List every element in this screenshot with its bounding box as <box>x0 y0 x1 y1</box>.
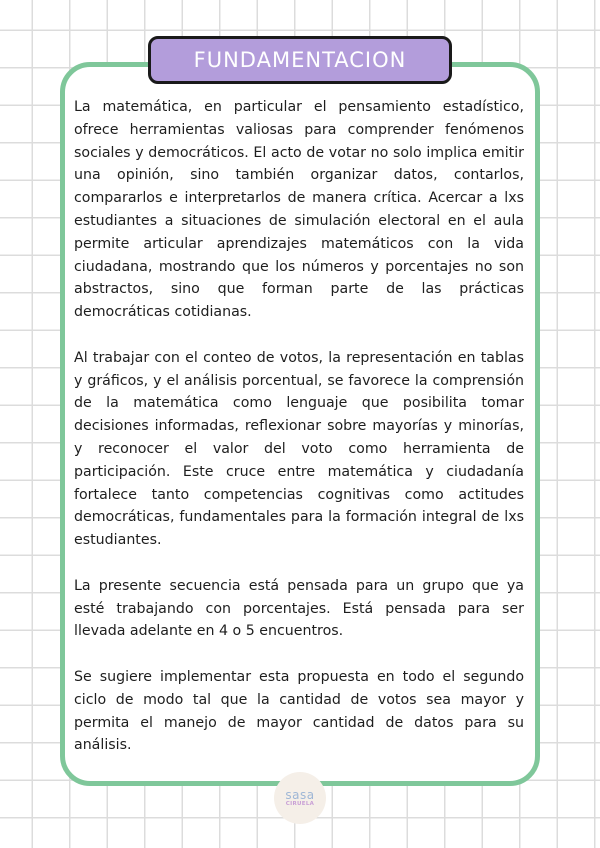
logo-text-top: sasa <box>285 787 315 802</box>
brand-logo <box>274 772 326 824</box>
document-body <box>74 96 524 780</box>
paragraph-3: La presente secuencia está pensada para un grupo que ya esté trabajando con porcentajes. Está pensada para ser llevada adelante en 4 o 5 encuentros. <box>74 577 524 640</box>
page-title: FUNDAMENTACION <box>193 48 407 72</box>
paragraph-1: La matemática, en particular el pensamiento estadístico, ofrece herramientas valiosas para comprender fenómenos sociales y democráticos. El acto de votar no solo implica emitir una opinión, sino también organizar datos, contarlos, compararlos e interpretarlos de manera crítica. Acercar a lxs estudiantes a situaciones de simulación electoral en el aula permite articular aprendizajes matemáticos con la vida ciudadana, mostrando que los números y porcentajes no son abstractos, sino que forman parte de las prácticas democráticas cotidianas. <box>74 99 524 321</box>
logo-text-bottom: CIRUELA <box>285 800 315 807</box>
paragraph-4: Se sugiere implementar esta propuesta en todo el segundo ciclo de modo tal que la cantidad de votos sea mayor y permita el manejo de mayor cantidad de datos para su análisis. <box>74 668 524 754</box>
title-tag <box>148 36 452 84</box>
paragraph-2: Al trabajar con el conteo de votos, la representación en tablas y gráficos, y el análisis porcentual, se favorece la comprensión de la matemática como lenguaje que posibilita tomar decisiones informadas, reflexionar sobre mayorías y minorías, y reconocer el valor del voto como herramienta de participación. Este cruce entre matemática y ciudadanía fortalece tanto competencias cognitivas como actitudes democráticas, fundamentales para la formación integral de lxs estudiantes. <box>74 349 524 549</box>
